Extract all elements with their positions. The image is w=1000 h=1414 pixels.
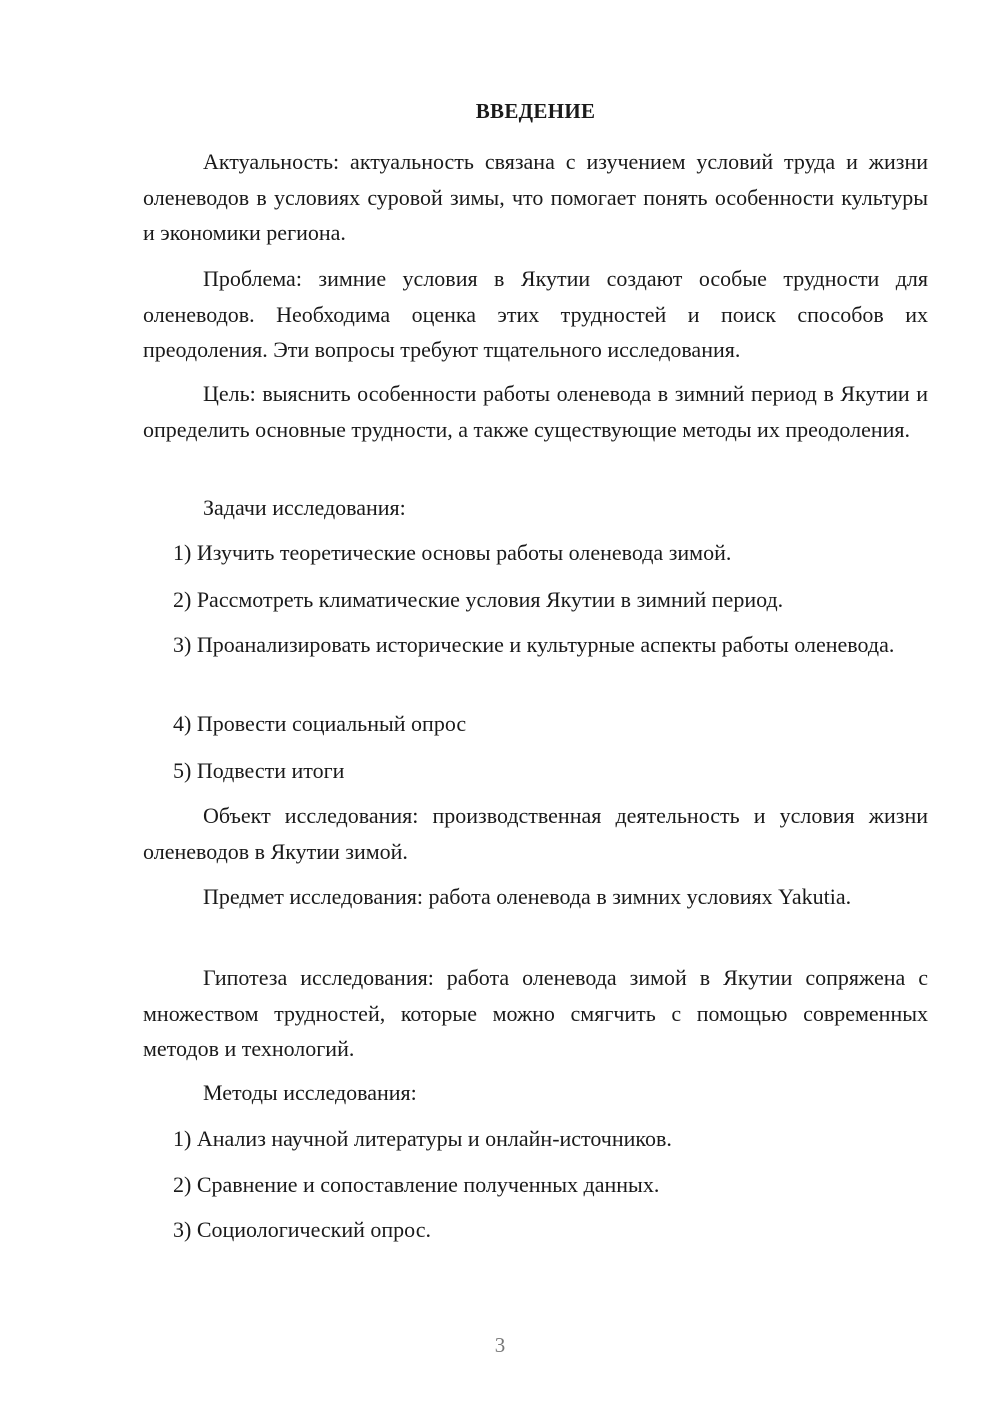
paragraph-hypothesis: Гипотеза исследования: работа оленевода зимой в Якутии сопряжена с множеством трудностей, которые можно смягчить с помощью современных методов и технологий.	[143, 965, 928, 1061]
task-item-2: 2) Рассмотреть климатические условия Якутии в зимний период.	[173, 587, 784, 612]
method-item-2: 2) Сравнение и сопоставление полученных данных.	[173, 1172, 660, 1197]
paragraph-subject: Предмет исследования: работа оленевода в зимних условиях Yakutia.	[203, 884, 852, 909]
task-item-5: 5) Подвести итоги	[173, 758, 345, 783]
task-item-1: 1) Изучить теоретические основы работы оленевода зимой.	[173, 540, 732, 565]
page-number: 3	[494, 1333, 506, 1357]
method-item-1: 1) Анализ научной литературы и онлайн-источников.	[173, 1126, 672, 1151]
task-item-4: 4) Провести социальный опрос	[173, 711, 467, 736]
paragraph-relevance: Актуальность: актуальность связана с изучением условий труда и жизни оленеводов в условиях суровой зимы, что помогает понять особенности культуры и экономики региона.	[143, 149, 928, 245]
paragraph-goal: Цель: выяснить особенности работы оленевода в зимний период в Якутии и определить основные трудности, а также существующие методы их преодоления.	[143, 381, 928, 442]
method-item-3: 3) Социологический опрос.	[173, 1217, 431, 1242]
task-item-3: 3) Проанализировать исторические и культурные аспекты работы оленевода.	[173, 632, 895, 657]
paragraph-object: Объект исследования: производственная деятельность и условия жизни оленеводов в Якутии зимой.	[143, 803, 928, 864]
paragraph-problem: Проблема: зимние условия в Якутии создают особые трудности для оленеводов. Необходима оценка этих трудностей и поиск способов их преодоления. Эти вопросы требуют тщательного исследования.	[143, 266, 928, 362]
section-heading: ВВЕДЕНИЕ	[475, 99, 596, 123]
methods-heading: Методы исследования:	[203, 1080, 417, 1105]
tasks-heading: Задачи исследования:	[203, 495, 406, 520]
